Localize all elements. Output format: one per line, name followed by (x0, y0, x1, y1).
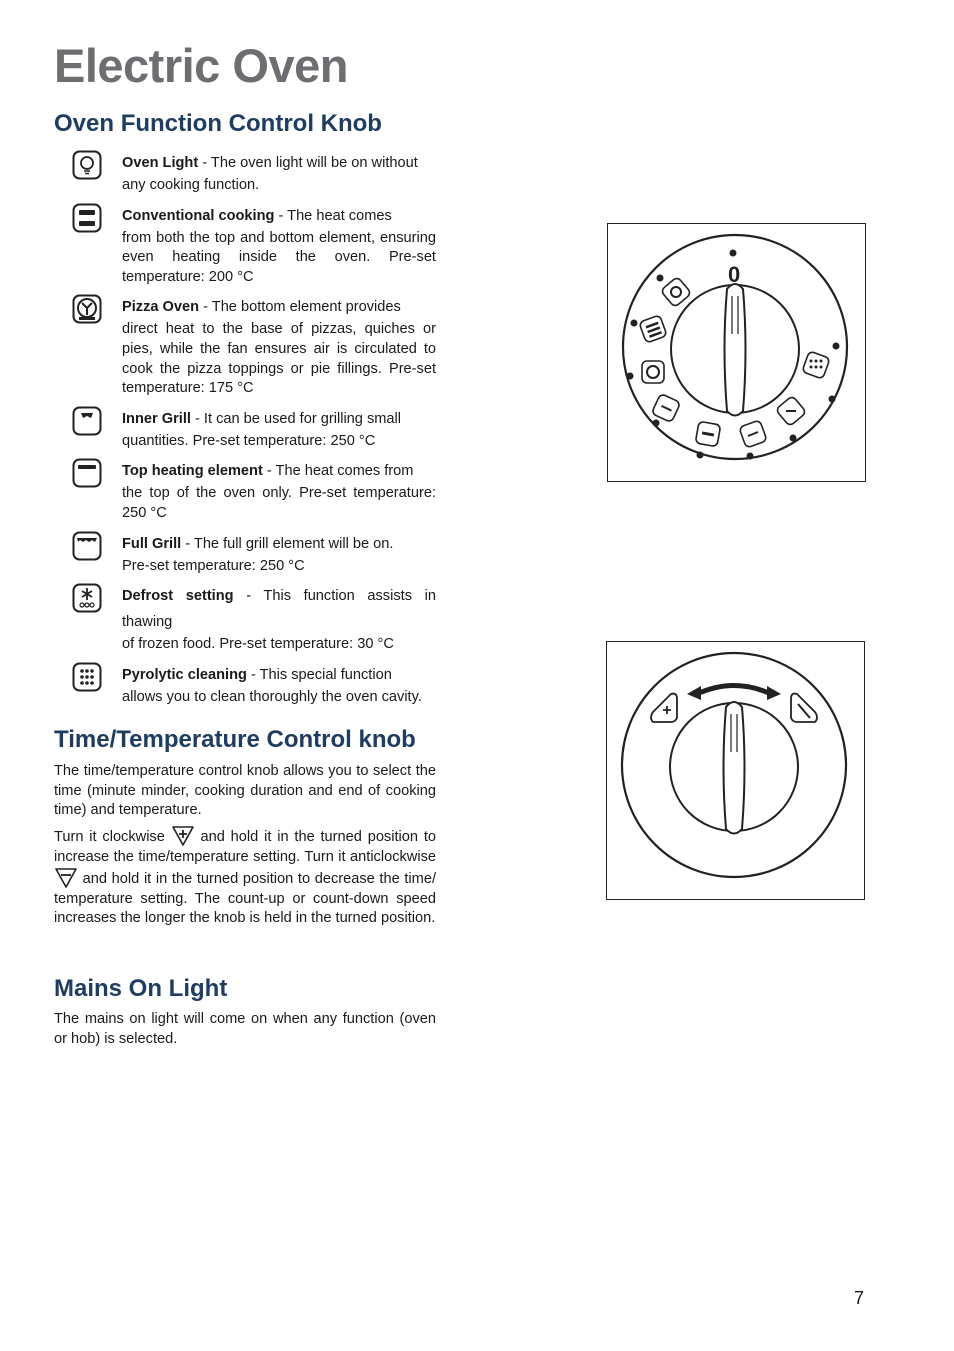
function-description-lead: - The bottom element provides (203, 299, 401, 316)
function-name: Pyrolytic cleaning (122, 666, 247, 683)
knob-zero-label: 0 (728, 262, 741, 287)
function-description (122, 583, 436, 655)
function-description-rest: Pre-set temperature: 250 °C (122, 557, 305, 574)
function-description-lead: - This special function (250, 666, 392, 683)
function-description-rest: from both the top and bottom element, ensuring even heating inside the oven. Pre-set temperature: 200 °C (122, 229, 436, 285)
function-name: Full Grill (122, 535, 182, 552)
time-temp-heading: Time/Temperature Control knob (54, 726, 416, 753)
defrost-icon (72, 583, 102, 613)
time-temp-knob-figure (606, 641, 865, 900)
minus-icon (54, 867, 78, 889)
pizza-oven-icon (72, 294, 102, 324)
time-temp-paragraph-2 (54, 825, 436, 929)
function-description-lead: - The heat comes from (266, 463, 414, 480)
function-description-rest: any cooking function. (122, 177, 260, 193)
function-item (72, 294, 436, 398)
function-knob-heading: Oven Function Control Knob (54, 110, 382, 137)
function-name: Oven Light (122, 155, 199, 171)
function-description (122, 203, 436, 288)
function-description (122, 458, 436, 523)
function-list (72, 152, 436, 716)
function-description (122, 662, 436, 708)
function-name: Defrost setting (122, 588, 234, 605)
function-item (72, 150, 436, 196)
function-description-lead: - The oven light will be on without (202, 155, 418, 171)
clockwise-text: Turn it clockwise (54, 829, 165, 845)
pyrolytic-cleaning-icon (72, 662, 102, 692)
function-description (122, 531, 436, 577)
page-number: 7 (854, 1288, 865, 1308)
function-description-lead: - The full grill element will be on. (185, 535, 394, 552)
function-knob-figure (607, 223, 866, 482)
function-description-rest: allows you to clean thoroughly the oven cavity. (122, 688, 422, 705)
function-description (122, 406, 436, 452)
function-description-lead: - This function assists in thawing (122, 588, 436, 631)
function-description-rest: of frozen food. Pre-set temperature: 30 °C (122, 636, 394, 653)
increase-text: and hold it in the turned position to increase the time/temperature setting. Turn it anticlockwise (54, 829, 436, 865)
mains-light-heading: Mains On Light (54, 975, 228, 1002)
mains-light-paragraph: The mains on light will come on when any function (oven or hob) is selected. (54, 1011, 436, 1047)
page-title: Electric Oven (54, 39, 348, 92)
function-item (72, 203, 436, 288)
function-item (72, 583, 436, 655)
function-description-rest: direct heat to the base of pizzas, quiches or pies, while the fan ensures air is circulated to cook the pizza toppings or pie fillings. Pre-set temperature: 175 °C (122, 321, 436, 397)
full-grill-icon (72, 531, 102, 561)
function-description (122, 150, 436, 196)
function-item (72, 531, 436, 577)
function-description-lead: - It can be used for grilling small (195, 410, 402, 427)
function-description (122, 294, 436, 398)
function-description-lead: - The heat comes (278, 207, 392, 224)
inner-grill-icon (72, 406, 102, 436)
function-item (72, 406, 436, 452)
function-item (72, 662, 436, 708)
function-item (72, 458, 436, 523)
decrease-text: and hold it in the turned position to decrease the time/ temperature setting. The count-up or count-down speed increases the longer the knob is held in the turned position. (54, 871, 436, 927)
function-name: Inner Grill (122, 410, 191, 427)
function-description-rest: the top of the oven only. Pre-set temperature: 250 °C (122, 485, 436, 521)
function-description-rest: quantities. Pre-set temperature: 250 °C (122, 432, 376, 449)
top-heating-element-icon (72, 458, 102, 488)
function-name: Pizza Oven (122, 299, 200, 316)
conventional-cooking-icon (72, 203, 102, 233)
oven-light-icon (72, 150, 102, 180)
function-name: Top heating element (122, 463, 263, 480)
function-name: Conventional cooking (122, 207, 275, 224)
plus-icon (171, 825, 195, 847)
time-temp-paragraph-1: The time/temperature control knob allows you to select the time (minute minder, cooking duration and end of cooking time) and temperature. (54, 763, 436, 819)
